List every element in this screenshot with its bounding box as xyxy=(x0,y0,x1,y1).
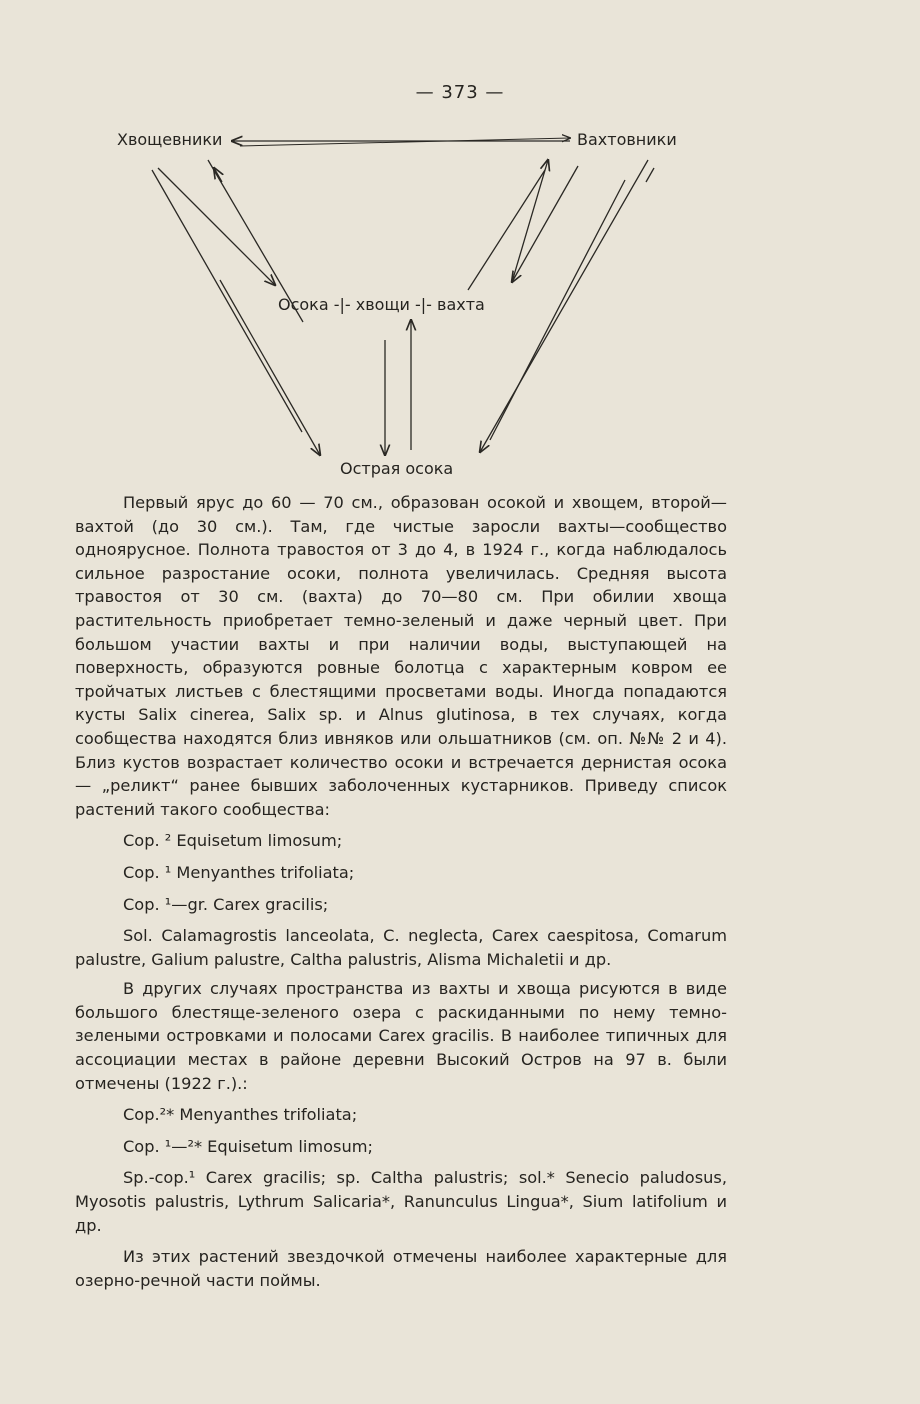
paragraph-1: Первый ярус до 60 — 70 см., образован осокой и хвощем, второй—вахтой (до 30 см.). Там, где чистые заросли вахты—сообщество одноярусное. Полнота травостоя от 3 до 4, в 1924 г., когда наблюдалось сильное разростание осоки, полнота увеличилась. Средняя высота травостоя от 30 см. (вахта) до 70—80 см. При обилии хвоща растительность приобретает темно-зеленый и даже черный цвет. При большом участии вахты и при наличии воды, выступающей на поверхность, образуются ровные болотца с характерным ковром ее тройчатых листьев с блестящими просветами воды. Иногда попадаются кусты Salix cinerea, Salix sp. и Alnus glutinosa, в тех случаях, когда сообщества находятся близ ивняков или ольшатников (см. оп. №№ 2 и 4). Близ кустов возрастает количество осоки и встречается дернистая осока — „реликт“ ранее бывших заболоченных кустарников. Приведу список растений такого сообщества: xyxy=(75,493,727,819)
paragraph-3: Из этих растений звездочкой отмечены наиболее характерные для озерно-речной части поймы. xyxy=(75,1247,727,1290)
body-text xyxy=(75,491,727,1292)
label-horsetail-communities: Хвощевники xyxy=(117,130,223,149)
right-line-3 xyxy=(512,166,578,282)
right-line-6 xyxy=(646,168,654,182)
right-line-5 xyxy=(490,180,625,440)
label-sharp-sedge: Острая осока xyxy=(340,459,454,478)
right-inner-arrow xyxy=(512,160,548,282)
right-line-2 xyxy=(468,170,545,290)
species-line-7: Sp.-cop.¹ Carex gracilis; sp. Caltha palustris; sol.* Senecio paludosus, Myosotis palustris, Lythrum Salicaria*, Ranunculus Lingua*, Sium latifolium и др. xyxy=(75,1168,727,1235)
species-line-3: Cop. ¹—gr. Carex gracilis; xyxy=(123,894,329,914)
species-line-4: Sol. Calamagrostis lanceolata, C. neglecta, Carex caespitosa, Comarum palustre, Galium palustre, Caltha palustris, Alisma Michaletii и др. xyxy=(75,926,727,969)
right-line-4 xyxy=(480,160,648,452)
page-number: — 373 — xyxy=(415,82,505,103)
top-arrow-line-2 xyxy=(240,138,570,146)
paragraph-2: В других случаях пространства из вахты и хвоща рисуются в виде большого блестяще-зеленого озера с раскиданными по нему темно-зелеными островками и полосами Carex gracilis. В наиболее типичных для ассоциации местах в районе деревни Высокий Остров на 97 в. были отмечены (1922 г.).: xyxy=(75,979,727,1093)
left-inner-arrow xyxy=(158,168,275,285)
species-line-5: Cop.²* Menyanthes trifoliata; xyxy=(123,1105,358,1125)
label-mixed-community: Осока -|- хвощи -|- вахта xyxy=(278,295,485,314)
species-line-6: Cop. ¹—²* Equisetum limosum; xyxy=(123,1136,373,1156)
diagram-arrows xyxy=(0,0,920,500)
species-line-1: Cop. ² Equisetum limosum; xyxy=(123,831,343,851)
left-line-5 xyxy=(214,168,222,182)
label-bogbean-communities: Вахтовники xyxy=(577,130,677,149)
succession-diagram xyxy=(0,0,920,500)
species-line-2: Cop. ¹ Menyanthes trifoliata; xyxy=(123,862,355,882)
